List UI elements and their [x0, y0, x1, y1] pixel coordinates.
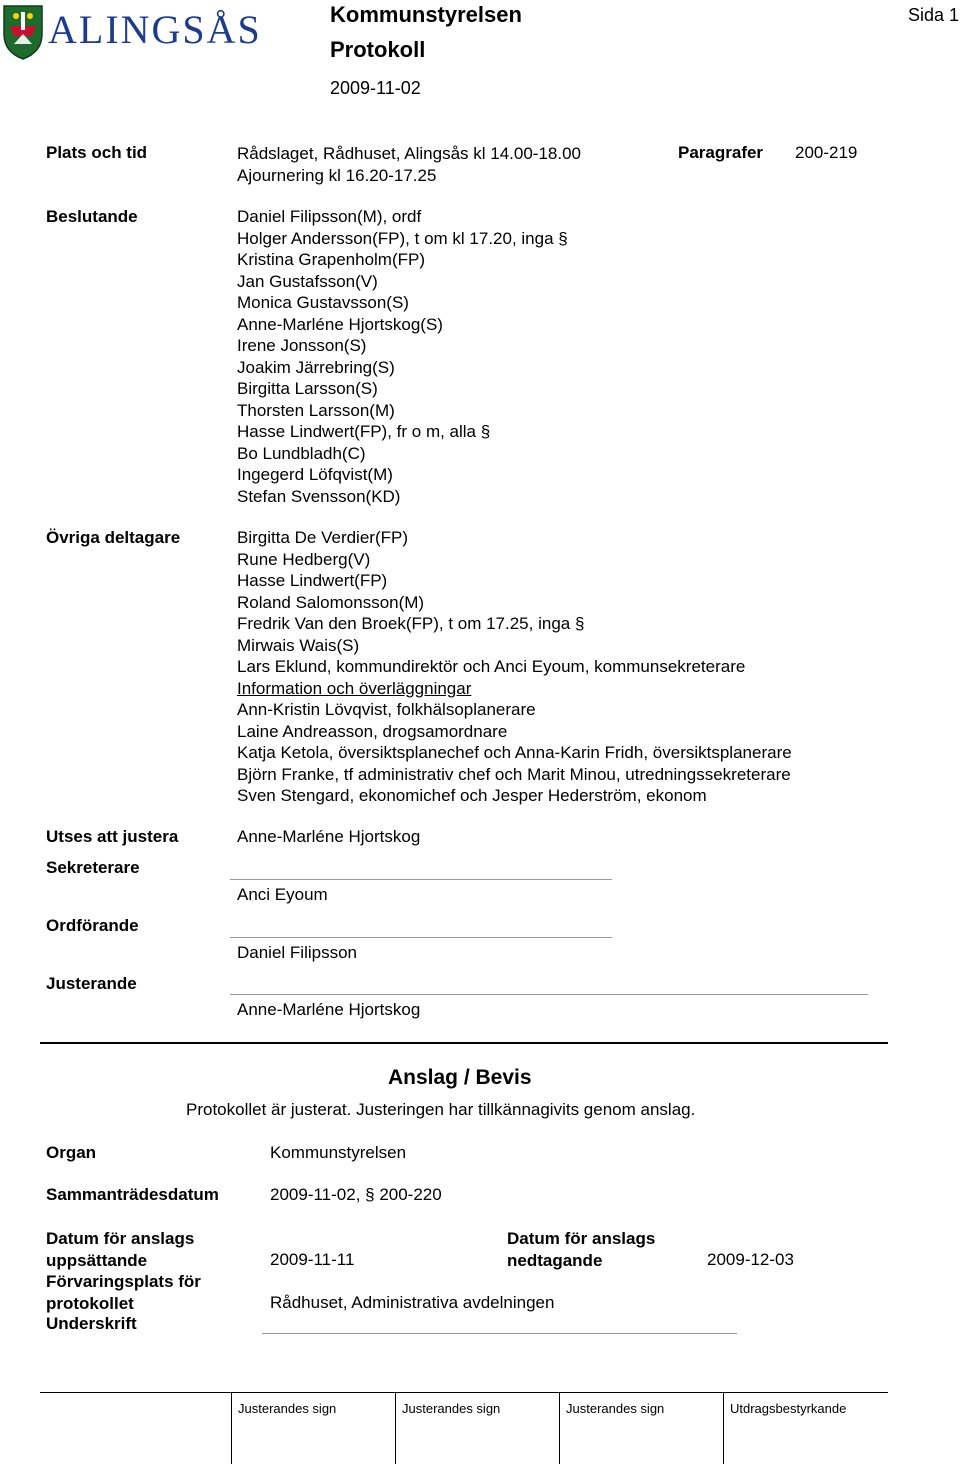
footer-cell: Justerandes sign: [402, 1401, 501, 1416]
removed-label-line-2: nedtagande: [507, 1250, 603, 1270]
list-item: Rune Hedberg(V): [237, 549, 371, 569]
posted-label-line-1: Datum för anslags: [46, 1229, 195, 1248]
adjust-label: Utses att justera: [46, 827, 179, 846]
list-item: Monica Gustavsson(S): [237, 293, 409, 312]
posted-value: 2009-11-11: [270, 1250, 355, 1269]
list-item: Laine Andreasson, drogsamordnare: [237, 721, 508, 741]
municipality-logo: [0, 4, 260, 62]
list-item: Holger Andersson(FP), t om kl 17.20, inga §: [237, 228, 568, 248]
coat-of-arms-icon: [2, 4, 44, 60]
list-item: Hasse Lindwert(FP), fr o m, alla §: [237, 422, 491, 441]
place-line-1: Rådslaget, Rådhuset, Alingsås kl 14.00-18.00: [237, 144, 582, 163]
paragraphs-value: 200-219: [795, 143, 858, 162]
list-item: Jan Gustafsson(V): [237, 271, 378, 291]
meeting-date-label: Sammanträdesdatum: [46, 1185, 219, 1204]
notice-signature-line: [262, 1333, 737, 1334]
storage-value: Rådhuset, Administrativa avdelningen: [270, 1293, 555, 1312]
adjuster-value: Anne-Marléne Hjortskog: [237, 1000, 421, 1019]
logo-wordmark: ALINGSÅS: [48, 7, 262, 52]
paragraphs-label: Paragrafer: [678, 143, 764, 162]
list-item: Hasse Lindwert(FP): [237, 571, 388, 590]
section-heading: Information och överläggningar: [237, 678, 472, 698]
chair-value: Daniel Filipsson: [237, 943, 357, 962]
list-item: Björn Franke, tf administrativ chef och Marit Minou, utredningssekreterare: [237, 764, 791, 784]
place-line-2: Ajournering kl 16.20-17.25: [237, 165, 437, 185]
posted-label: [46, 1228, 194, 1271]
secretary-label: Sekreterare: [46, 858, 140, 877]
place-label: Plats och tid: [46, 143, 148, 162]
meeting-date-value: 2009-11-02, § 200-220: [270, 1185, 442, 1204]
adjust-value: Anne-Marléne Hjortskog: [237, 827, 421, 846]
notice-subtitle: Protokollet är justerat. Justeringen har tillkännagivits genom anslag.: [186, 1100, 696, 1119]
document-subtitle: Protokoll: [330, 37, 426, 62]
footer-cell-divider: [395, 1392, 396, 1464]
notice-title: Anslag / Bevis: [388, 1066, 532, 1089]
list-item: Kristina Grapenholm(FP): [237, 250, 426, 269]
list-item: Birgitta De Verdier(FP): [237, 528, 408, 547]
deciding-list: [237, 206, 568, 507]
others-label: Övriga deltagare: [46, 528, 181, 547]
footer-cell: Justerandes sign: [566, 1401, 665, 1416]
list-item: Ingegerd Löfqvist(M): [237, 465, 393, 484]
storage-label-line-1: Förvaringsplats för: [46, 1272, 201, 1291]
list-item: Anne-Marléne Hjortskog(S): [237, 314, 443, 334]
removed-label: [507, 1228, 655, 1271]
list-item: Joakim Järrebring(S): [237, 357, 395, 377]
signature-label: Underskrift: [46, 1314, 137, 1333]
others-list: [237, 527, 792, 807]
page-number: Sida 1: [908, 5, 960, 25]
list-item: Fredrik Van den Broek(FP), t om 17.25, inga §: [237, 614, 585, 633]
posted-label-line-2: uppsättande: [46, 1250, 148, 1270]
footer-cell-divider: [723, 1392, 724, 1464]
list-item: Roland Salomonsson(M): [237, 592, 425, 612]
document-title: Kommunstyrelsen: [330, 2, 522, 27]
storage-label: [46, 1271, 201, 1314]
list-item: Bo Lundbladh(C): [237, 443, 366, 463]
list-item: Lars Eklund, kommundirektör och Anci Eyoum, kommunsekreterare: [237, 657, 746, 676]
list-item: Irene Jonsson(S): [237, 336, 367, 355]
storage-label-line-2: protokollet: [46, 1293, 134, 1313]
list-item: Birgitta Larsson(S): [237, 379, 378, 398]
list-item: Thorsten Larsson(M): [237, 400, 395, 420]
footer-cell-divider: [559, 1392, 560, 1464]
list-item: Sven Stengard, ekonomichef och Jesper Hederström, ekonom: [237, 786, 707, 805]
removed-label-line-1: Datum för anslags: [507, 1229, 656, 1248]
footer-cell-divider: [231, 1392, 232, 1464]
list-item: Katja Ketola, översiktsplanechef och Anna-Karin Fridh, översiktsplanerare: [237, 743, 792, 762]
list-item: Mirwais Wais(S): [237, 635, 360, 655]
chair-signature-line: [230, 937, 612, 938]
footer-cell: Justerandes sign: [238, 1401, 337, 1416]
list-item: Stefan Svensson(KD): [237, 486, 401, 506]
place-value: [237, 143, 581, 186]
secretary-signature-line: [230, 879, 612, 880]
section-divider: [40, 1042, 888, 1044]
organ-value: Kommunstyrelsen: [270, 1143, 407, 1162]
adjuster-label: Justerande: [46, 974, 137, 993]
removed-value: 2009-12-03: [707, 1250, 794, 1269]
chair-label: Ordförande: [46, 916, 139, 935]
adjuster-signature-line: [230, 994, 868, 995]
list-item: Ann-Kristin Lövqvist, folkhälsoplanerare: [237, 700, 536, 719]
document-date: 2009-11-02: [330, 78, 421, 98]
deciding-label: Beslutande: [46, 207, 138, 226]
secretary-value: Anci Eyoum: [237, 885, 328, 904]
footer-cell: Utdragsbestyrkande: [730, 1401, 847, 1416]
footer-rule: [40, 1392, 888, 1393]
list-item: Daniel Filipsson(M), ordf: [237, 207, 422, 226]
organ-label: Organ: [46, 1143, 97, 1162]
